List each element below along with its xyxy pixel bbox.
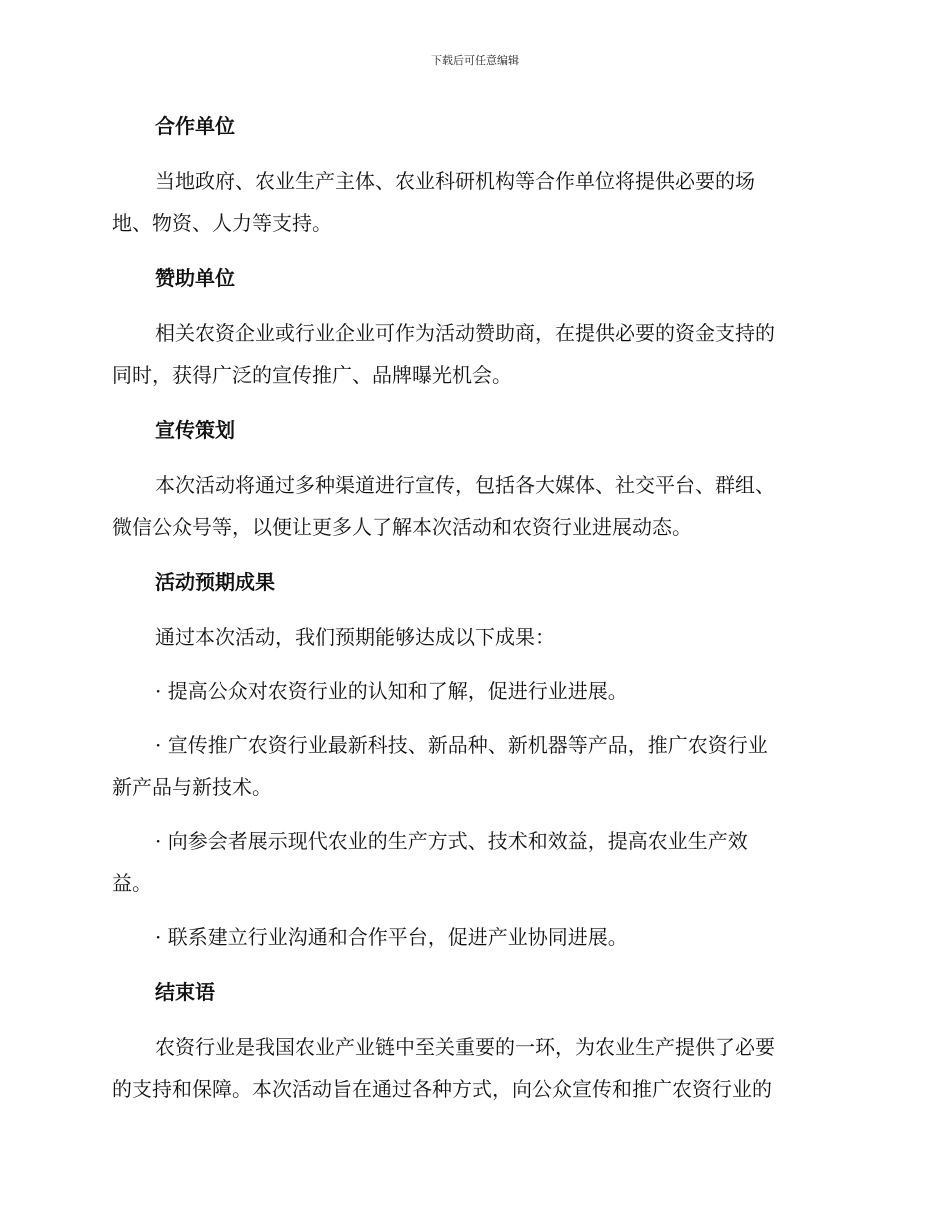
paragraph-line: 当地政府、农业生产主体、农业科研机构等合作单位将提供必要的场 <box>155 169 755 193</box>
bullet-line: · 提高公众对农资行业的认知和了解，促进行业进展。 <box>155 679 628 703</box>
bullet-line: · 联系建立行业沟通和合作平台，促进产业协同进展。 <box>155 925 628 949</box>
bullet-line: · 向参会者展示现代农业的生产方式、技术和效益，提高农业生产效 <box>155 829 748 853</box>
bullet-item <box>112 820 832 904</box>
paragraph-line: 相关农资企业或行业企业可作为活动赞助商，在提供必要的资金支持的 <box>155 321 775 345</box>
paragraph-promotion <box>112 464 832 548</box>
section-heading-partners: 合作单位 <box>155 114 235 138</box>
paragraph-line: 通过本次活动，我们预期能够达成以下成果： <box>155 625 555 649</box>
paragraph-line: 本次活动将通过多种渠道进行宣传，包括各大媒体、社交平台、群组、 <box>155 473 775 497</box>
paragraph-sponsors <box>112 312 832 396</box>
paragraph-line: 同时，获得广泛的宣传推广、品牌曝光机会。 <box>112 363 512 387</box>
page-header: 下载后可任意编辑 <box>431 54 519 67</box>
paragraph-line: 农资行业是我国农业产业链中至关重要的一环，为农业生产提供了必要 <box>155 1035 775 1059</box>
paragraph-line: 的支持和保障。本次活动旨在通过各种方式，向公众宣传和推广农资行业的 <box>112 1077 772 1101</box>
section-heading-closing: 结束语 <box>155 980 215 1004</box>
paragraph-line: 地、物资、人力等支持。 <box>112 211 332 235</box>
section-heading-sponsors: 赞助单位 <box>155 266 235 290</box>
section-heading-promotion: 宣传策划 <box>155 418 235 442</box>
paragraph-closing <box>112 1026 832 1110</box>
bullet-item <box>112 916 832 958</box>
bullet-item <box>112 670 832 712</box>
section-heading-outcomes: 活动预期成果 <box>155 570 275 594</box>
paragraph-outcomes-intro <box>112 616 832 658</box>
paragraph-partners <box>112 160 832 244</box>
paragraph-line: 微信公众号等，以便让更多人了解本次活动和农资行业进展动态。 <box>112 515 692 539</box>
bullet-item <box>112 724 832 808</box>
bullet-line: 新产品与新技术。 <box>112 775 272 799</box>
document-body <box>112 108 832 1110</box>
bullet-line: 益。 <box>112 871 152 895</box>
bullet-line: · 宣传推广农资行业最新科技、新品种、新机器等产品，推广农资行业 <box>155 733 768 757</box>
